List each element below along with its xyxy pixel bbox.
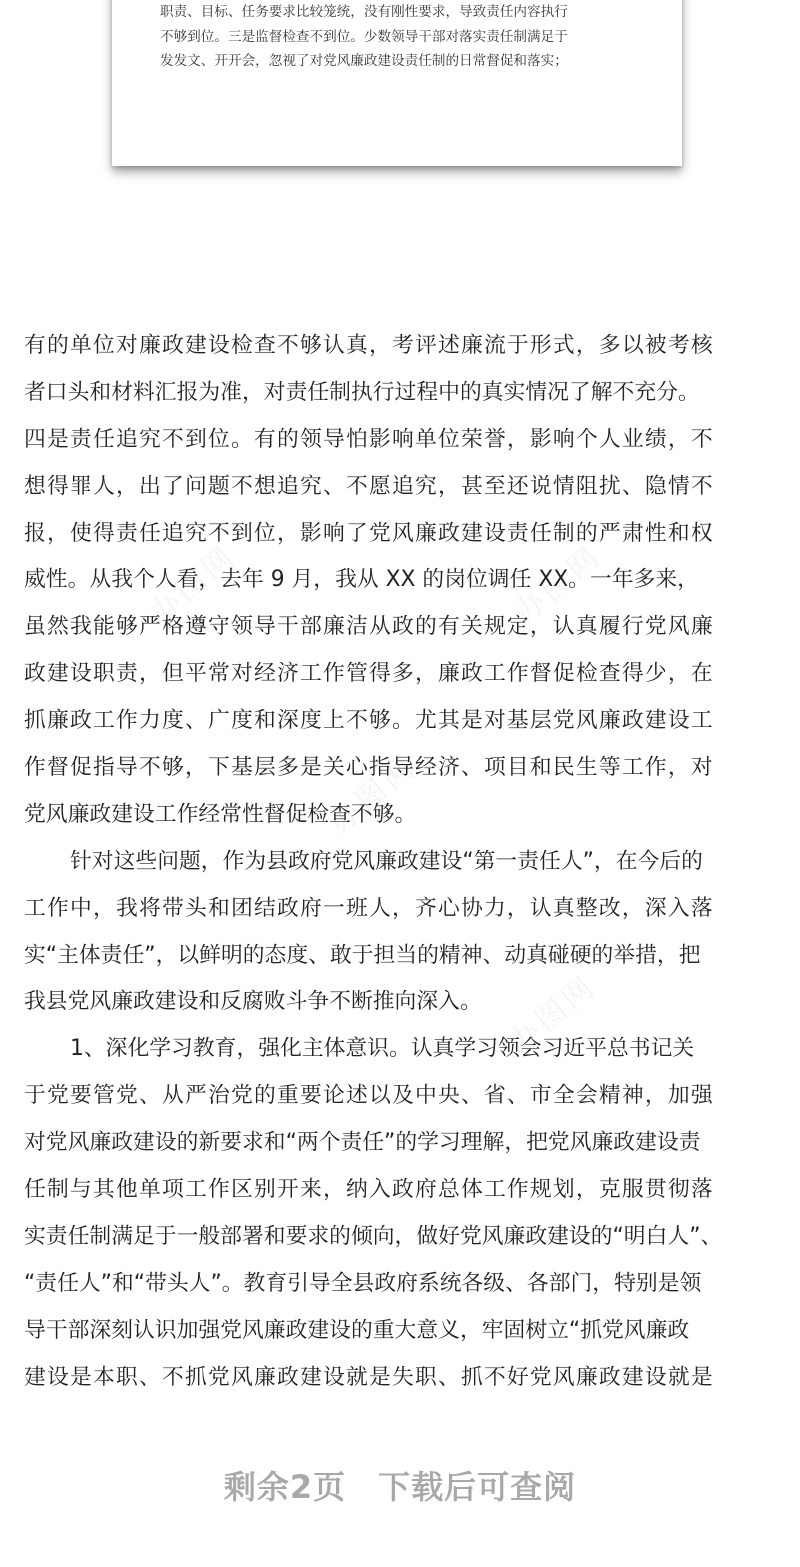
download-to-view-text: 下载后可查阅 — [378, 1468, 577, 1506]
body-line: 我县党风廉政建设和反腐败斗争不断推向深入。 — [24, 989, 482, 1015]
document-body — [24, 323, 784, 1401]
body-line: 针对这些问题，作为县政府党风廉政建设“第一责任人”，在今后的 — [70, 848, 703, 874]
body-line: 实“主体责任”，以鲜明的态度、敢于担当的精神、动真碰硬的举措，把 — [24, 942, 701, 968]
watermark: 办图网 — [322, 748, 424, 841]
body-line: 政建设职责，但平常对经济工作管得多，廉政工作督促检查得少，在 — [24, 661, 714, 687]
body-line: 有的单位对廉政建设检查不够认真，考评述廉流于形式，多以被考核 — [24, 333, 714, 358]
body-line: 于党要管党、从严治党的重要论述以及中央、省、市全会精神，加强 — [24, 1083, 714, 1109]
body-line: 党风廉政建设工作经常性督促检查不够。 — [24, 801, 417, 827]
body-line: 威性。从我个人看，去年 9 月，我从 XX 的岗位调任 XX。一年多来， — [24, 567, 699, 593]
watermark: 办图网 — [142, 538, 244, 631]
body-line: 作督促指导不够，下基层多是关心指导经济、项目和民生等工作，对 — [24, 755, 714, 781]
body-line: 虽然我能够严格遵守领导干部廉洁从政的有关规定，认真履行党风廉 — [24, 614, 714, 640]
preview-paragraph — [160, 0, 650, 74]
watermark: 办图网 — [507, 538, 609, 631]
body-line: 导干部深刻认识加强党风廉政建设的重大意义，牢固树立“抓党风廉政 — [24, 1317, 690, 1343]
page-preview-card — [112, 0, 682, 166]
body-line: 对党风廉政建设的新要求和“两个责任”的学习理解，把党风廉政建设责 — [24, 1130, 701, 1156]
body-line: “责任人”和“带头人”。教育引导全县政府系统各级、各部门，特别是领 — [24, 1270, 702, 1296]
download-prompt[interactable] — [0, 1462, 800, 1508]
body-line: 四是责任追究不到位。有的领导怕影响单位荣誉，影响个人业绩，不 — [24, 426, 714, 452]
body-line: 实责任制满足于一般部署和要求的倾向，做好党风廉政建设的“明白人”、 — [24, 1223, 723, 1249]
preview-line: 不够到位。三是监督检查不到位。少数领导干部对落实责任制满足于 — [160, 28, 568, 45]
body-line: 任制与其他单项工作区别开来，纳入政府总体工作规划，克服贯彻落 — [24, 1177, 714, 1203]
preview-line: 职责、目标、任务要求比较笼统，没有刚性要求，导致责任内容执行 — [160, 4, 568, 20]
body-line: 者口头和材料汇报为准，对责任制执行过程中的真实情况了解不充分。 — [24, 379, 700, 405]
body-line: 报，使得责任追究不到位，影响了党风廉政建设责任制的严肃性和权 — [24, 520, 714, 546]
body-line: 工作中，我将带头和团结政府一班人，齐心协力，认真整改，深入落 — [24, 895, 714, 921]
body-line: 抓廉政工作力度、广度和深度上不够。尤其是对基层党风廉政建设工 — [24, 708, 714, 734]
remaining-pages-text: 剩余2页 — [223, 1468, 347, 1506]
watermark: 办图网 — [502, 968, 604, 1061]
preview-line: 发发文、开开会，忽视了对党风廉政建设责任制的日常督促和落实； — [160, 53, 568, 69]
body-line: 建设是本职、不抓党风廉政建设就是失职、抓不好党风廉政建设就是 — [24, 1364, 714, 1390]
body-line: 想得罪人，出了问题不想追究、不愿追究，甚至还说情阻扰、隐情不 — [24, 473, 714, 499]
body-line: 1、深化学习教育，强化主体意识。认真学习领会习近平总书记关 — [70, 1036, 695, 1062]
